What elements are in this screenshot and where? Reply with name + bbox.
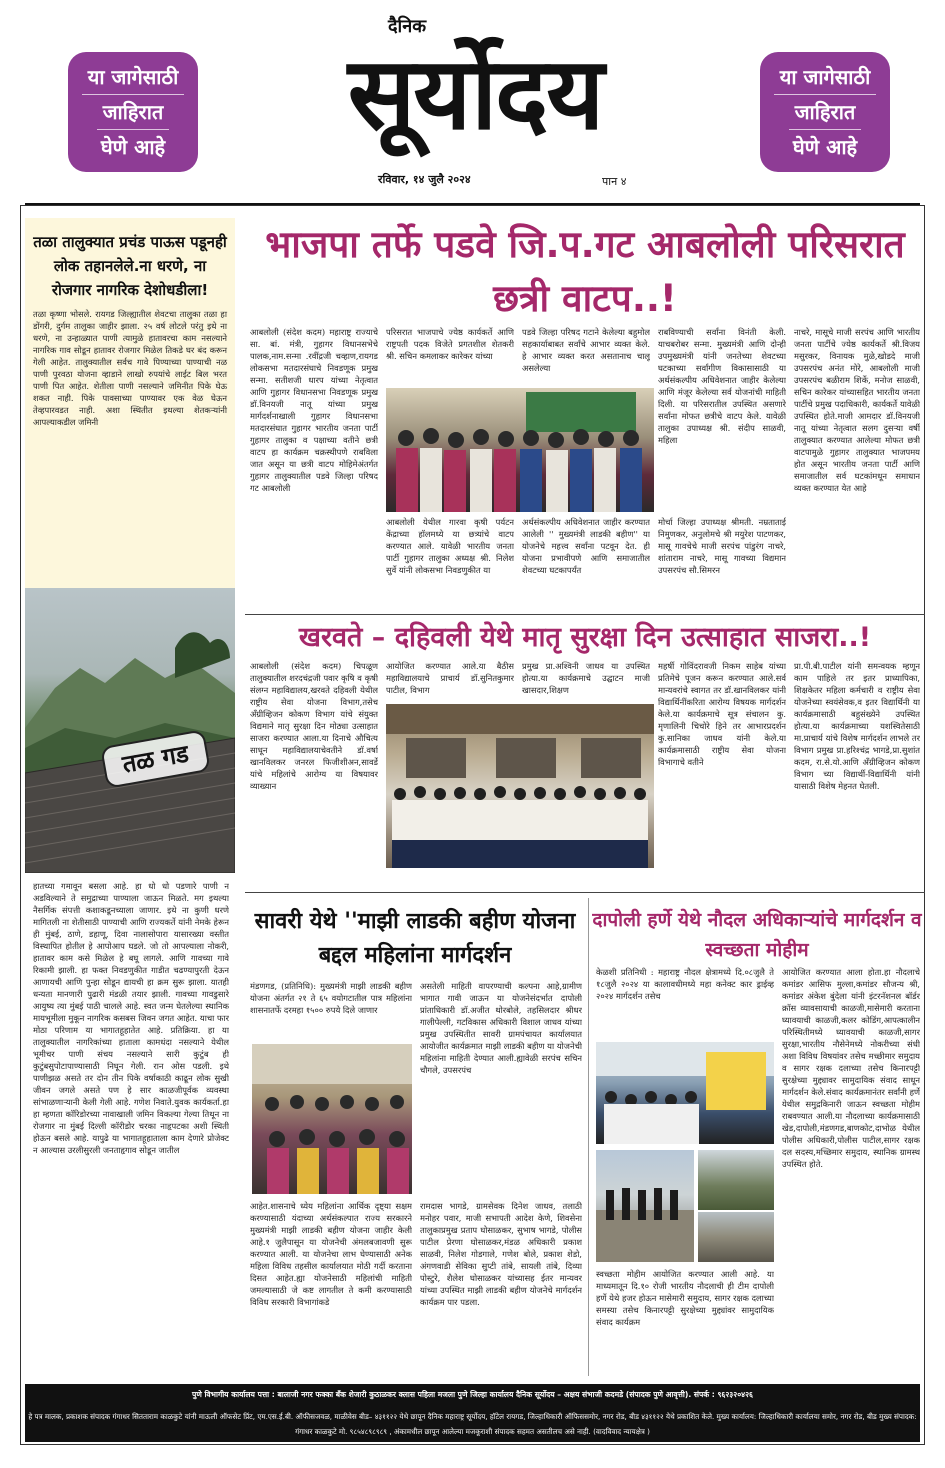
story1-col4: राबविण्याची सर्वांना विनंती केली. याचबरोबर सन्मा. मुख्यमंत्री आणि दोन्ही उपमुख्यमंत्री यांनी जनतेच्या शेवटच्या घटकाच्या सर्वांगीण विकासासाठी या अर्थसंकल्पीय अधिवेशनात जाहीर केलेल्या आणि मंजूर केलेल्या सर्व योजनांची माहिती दिली. या परिसरातील उपस्थित असणारे सर्वांना मोफत छत्रीचे वाटप केले. यावेळी तालुका उपाध्यक्ष श्री. संदीप साळवी, महिला	[658, 327, 786, 445]
group-photo-image	[386, 388, 654, 512]
story1-under-photo-2: अर्थसंकल्पीय अधिवेशनात जाहीर करण्यात आलेली '' मुख्यमंत्री लाडकी बहीण'' या योजनेचे महत्त्व सर्वांना पटवून देत. ही योजना प्रभावीपणे आणि समाजातील शेवटच्या घटकापर्यंत	[522, 517, 650, 575]
divider	[245, 892, 925, 893]
story2-headline: खरवते – दहिवली येथे मातृ सुरक्षा दिन उत्साहात साजरा..!	[298, 622, 872, 653]
ad-box-right	[760, 52, 890, 172]
top-rule	[25, 203, 920, 205]
story4-photo-cleanup-3	[698, 1212, 774, 1262]
story1-col3: पडवे जिल्हा परिषद गटाने केलेल्या बहुमोल सहकार्याबाबत सर्वांचे आभार व्यक्त केले. हे आभार व्यक्त करत असतानाच चालू असलेल्या	[522, 327, 650, 373]
story3-bottom2: रामदास भागडे, ग्रामसेवक दिनेश जाधव, तलाठी मनोहर पवार, माजी सभापती आदेश केणे, शिवसेना तालुकाप्रमुख प्रताप घोसाळकर, सुभाष भागडे, पोलीस पाटील प्रेरणा घोसाळकर,मंडळ अधिकारी प्रकाश साळवी, निलेश गोडगाले, गणेश बोले, प्रकाश शेडो, अंगणवाडी सेविका सुप्टी तांबे, सायली तांबे, दिव्या पोस्टुरे, शैलेश घोसाळकर यांच्यासह ईतर मान्यवर यांच्या उपस्थित माझी लाडकी बहीण योजनेचे मार्गदर्शन कार्यक्रम पार पडला.	[420, 1201, 582, 1307]
sidebar-body-top: तळा कृष्णा भोसले. रायगड जिल्ह्यातील शेवटचा तालुका तळा हा डोंगरी, दुर्गम तालुका जाहीर झाला. २५ वर्ष लोटले परंतु इथे ना धरणे, ना उन्हाळ्यात पाणी त्यामुळे हातावरचा काम नसल्याने नागरिक गाव सोडून हातावर रोजगार मिळेल तिकडे घर बंद करून गेली आहेत. तालुक्यातील सर्वच गावे पिण्याच्या पाण्याची नळ पाणी पुरवठा योजना व्हाडाने लाखो रुपयांचे लाईट बिल भरत पाणी पित आहेत. शेतीला पाणी नसल्याने जमिनीत पिके घेऊ शकत नाही. पिके पावसाच्या पाण्यावर एक वेळ घेऊन तेव्हपारवडत नाही. अशा स्थितीत इथल्या शेतकऱ्यांनी आपल्याकडील जमिनी	[33, 309, 227, 427]
story2-spacer	[386, 872, 654, 886]
story4-photo-cleanup-1	[596, 1150, 694, 1262]
story4-photo-navy-session	[596, 1042, 774, 1144]
story2-col1: आबलोली (संदेश कदम) चिपळूण तालुक्यातील शरदचंद्रजी पवार कृषि व कृषी संलग्न महाविद्यालय,खरवते दहिवली येथील राष्ट्रीय सेवा योजना विभाग,तसेच अँग्रीव्हिजन कोकण विभाग यांचे संयुक्त विद्यमाने मातृ सुरक्षा दिन मोठ्या उत्साहात साजरा करण्यात आला.या दिनाचे औचित्य साधून महाविद्यालयाचेवतीने डॉ.वर्षा खानविलकर जनरल फिजीशीअन,सावर्डे यांचे महिलांचे आरोग्य या विषयावर व्याख्यान	[250, 661, 378, 791]
ad-line: घेणे आहे	[100, 135, 166, 159]
ad-line: जाहिरात	[97, 95, 170, 130]
ad-box-left	[68, 52, 198, 172]
page-number: पान ४	[602, 175, 627, 188]
sidebar-headline: तळा तालुक्यात प्रचंड पाऊस पडूनही लोक तहानलेले.ना धरणे, ना रोजगार नागरिक देशोधडीला!	[33, 233, 227, 299]
issue-date: रविवार, १४ जुलै २०२४	[378, 173, 471, 186]
story3-col1: मंडणगड, (प्रतिनिधि): मुख्यमंत्री माझी लाडकी बहीण योजना अंतर्गत २१ ते ६५ वयोगटातील पात्र महिलांना शासनातर्फे दरमहा १५०० रुपये दिले जाणार	[250, 981, 412, 1015]
story3-bottom1: आहेत.शासनाचे ध्येय महिलांना आर्थिक दृष्ट्या सक्षम करण्यासाठी यंदाच्या अर्थसंकल्पात राज्य सरकारने मुख्यमंत्री माझी लाडकी बहीण योजना जाहीर केली आहे.१ जुलैपासून या योजनेची अंमलबजावणी सुरू करण्यात आली. या योजनेचा लाभ घेण्यासाठी अनेक महिला विविध तहसील कार्यालयात मोठी गर्दी करताना दिसत आहेत.ह्या योजनेसाठी महिलांची माहिती जमल्यासाठी जे कष्ट लागतील ते कमी करण्यासाठी विविध सरकारी विभागांकडे	[250, 1201, 412, 1307]
story2-col4: महर्षी गोविंदरावजी निकम साहेब यांच्या प्रतिमेचे पूजन करून करण्यात आले.सर्व मान्यवरांचे स्वागत तर डॉ.खानविलकर यांनी विद्यार्थिनींकरिता आरोग्य विषयक मार्गदर्शन केले.या कार्यक्रमाचे सूत्र संचालन कु. मृणालिनी चिचोरे हिने तर आभारप्रदर्शन कु.सानिका जाधव यांनी केले.या कार्यक्रमासाठी राष्ट्रीय सेवा योजना विभागाचे वतीने	[658, 661, 786, 767]
sidebar-body-bottom: हातच्या गमावून बसला आहे. हा धो धो पडणारे पाणी न अडविल्याने ते समुद्राच्या पाण्याला जाऊन मिळते. मग इथल्या नैसर्गिक संपत्ती कशाकडूनच्याला जाणार. इथे ना कुणी धरणे मागितली ना शेतीसाठी पाण्याची आणि राज्यकर्ते यांनी नेमके हेरून ही मुंबई, ठाणे, डहाणू, दिवा नालासोपारा यासारख्या वस्तीत विस्थापित होतील हे आपोआप घडले. जो तो आपल्याला नोकरी, हातावर काम कसे मिळेल हे बघू लागले. आणि गावच्या गावे रिकामी झाली. हा फक्त निवडणुकीत गाडीत चढण्यापुरती देऊन आणायची आणि पुन्हा सोडून द्यायची हा क्रम सुरू झाला. यातही धन्यता मानणारी पुढारी मंडळी तयार झाली. गावच्या गावडुसारे आयुष्य त्या मुंबई पाठी चालले आहे. स्वत जन्म घेतलेल्या स्थानिक मायभूमीला मुकून नागरिक कसबस जिवन जगत आहेत. याचा फार मोठा परिणाम या भागातहूहातेत आहे. प्रतिक्रिया. हा या तालुक्यातील नागरिकांच्या हाताला कामधंदा नसल्याने येथील भूमीचर पाणी संचय नसल्याने सारी कुटुंब ही कुटुंबसुपोटापाण्यासाठी निघून गेली. रान ओस पडली. इथे पाणीझळ असते तर दोन तीन पिके वर्षाकाठी काढून लोक सुखी जीवन जगले असते पण हे सार काळजीपूर्वक व्यवस्था सांभाळणाऱ्यानी केली गेली आहे. गणेश निवाते.युवक कार्यकर्ता.हा हा म्हणता कॉरिडोरच्या नावाखाली जमिन विकल्या गेल्या तिथून ना रोजगार ना मुंबई दिल्ली कॉरीडोर चरका नाहृपटका अशी स्थिती होऊन बसले आहे. यापुढे या भागातहूहाताला काम देणारे प्रोजेक्ट न आल्यास उरलीसुरली जनताहृगाव सोडून जातील	[33, 881, 229, 1155]
footer-office-address: पुणे विभागीय कार्यालय पत्ता : बालाजी नगर फक्का बँक शेजारी कुठाळकर क्लास पहिला मजला पुणे जिल्हा कार्यालय दैनिक सूर्योदय – अक्षय संभाजी कदमडे (संपादक पुणे आवृत्ती). संपर्क : ९६२३२०४२६	[25, 1384, 920, 1406]
ad-line: घेणे आहे	[792, 135, 858, 159]
beach-cleanup-image	[596, 1150, 694, 1262]
story4-headline: दापोली हर्णे येथे नौदल अधिकाऱ्यांचे मार्गदर्शन व स्वच्छता मोहीम	[592, 909, 922, 961]
fort-landscape-image	[25, 588, 235, 873]
story1-col1: आबलोली (संदेश कदम) महाराष्ट्र राज्याचे सा. बां. मंत्री, गुहागर विधानसभेचे पालक,नाम.सन्मा .रवींद्रजी चव्हाण,रायगड लोकसभा मतदारसंघाचे निवडणूक प्रमुख सन्मा. सतीशजी धारप यांच्या नेतृत्वात आणि गुहागर विधानसभा निवडणूक प्रमुख डॉ.विनयजी नातू यांच्या प्रमुख मार्गदर्शनाखाली गुहागर विधानसभा मतदारसंघात गुहागर भारतीय जनता पार्टी गुहागर तालुका व पक्षाच्या वतीने छत्री वाटप हा कार्यक्रम चक्रस्थीपणे राबविला जात असून या छत्री वाटप मोहिमेअंतर्गत गुहागर तालुक्यातील पडवे जिल्हा परिषद गट आबलोली	[250, 327, 378, 493]
women-meeting-image	[252, 1044, 412, 1194]
story2-photo-students	[386, 704, 654, 868]
ad-line: जाहिरात	[789, 95, 862, 130]
masthead-title: सूर्योदय	[347, 34, 603, 152]
story1-headline: भाजपा तर्फे पडवे जि.प.गट आबलोली परिसरात छत्री वाटप..!	[265, 223, 905, 320]
students-group-image	[386, 704, 654, 868]
story4-bottom: स्वच्छता मोहीम आयोजित करण्यात आली आहे. या माध्यमातून दि.१० रोजी भारतीय नौदलाची ही टीम दापोली हर्णे येथे हजर होऊन मासेमारी समुदाय, सागर रक्षक दलाच्या समस्या तसेच किनारपट्टी सुरक्षेच्या मुद्द्यांवर सामुदायिक संवाद कार्यक्रम	[596, 1269, 774, 1327]
story2-col2: आयोजित करण्यात आले.या बैठीस महाविद्यालयाचे प्राचार्य डॉ.सुनितकुमार पाटील, विभाग	[386, 661, 514, 695]
ad-line: या जागेसाठी	[82, 60, 185, 95]
story1-col5: नाचरे, मासूचे माजी सरपंच आणि भारतीय जनता पार्टीचे ज्येष्ठ कार्यकर्ते श्री.विजय मसुरकर, विनायक मुळे,खोडदे माजी उपसरपंच अनंत मोरे, आबलोली माजी उपसरपंच बळीराम शिर्के, मनोज साळवी, सचिन कारेकर यांच्यासहित भारतीय जनता पार्टीचे प्रमुख पदाधिकारी, कार्यकर्ते यावेळी उपस्थित होते.माजी आमदार डॉ.विनयजी नातू यांच्या नेतृत्वात सलग दुसऱ्या वर्षी तालुक्यात करण्यात आलेल्या मोफत छत्री वाटपामुळे गुहागर तालुक्यात भाजपमय होत असून भारतीय जनता पार्टी आणि समाजातील सर्व घटकांमधून समाधान व्यक्त करण्यात येत आहे	[794, 327, 920, 493]
sidebar-story	[25, 218, 235, 873]
story1-photo-umbrella-distribution	[386, 388, 654, 512]
navy-session-image	[596, 1042, 774, 1144]
divider	[245, 614, 925, 615]
story1-under-photo-3: मोर्चा जिल्हा उपाध्यक्ष श्रीमती. नम्रताताई निमुणकर, अनुलोमचे श्री मयुरेश पाटणकर, मासू गावचेचे माजी सरपंच पांडुरंग नाचरे, शांताराम नाचरे, मासू गावच्या विद्यमान उपसरपंच सौ.सिमरन	[658, 517, 786, 575]
ad-line: या जागेसाठी	[774, 60, 877, 95]
sidebar-photo	[25, 588, 235, 873]
story3-photo-meeting	[252, 1044, 412, 1194]
story3-col2: असतेली माहिती वापरण्याची कल्पना आहे,ग्रामीण भागात गावी जाऊन या योजनेसंदर्भात दापोली प्रांताधिकारी डॉ.अजीत थोरबोले, तहसिलदार श्रीधर गालीपेल्ली, गटविकास अधिकारी विशाल जाधव यांच्या प्रमुख उपस्थितीत सावरी ग्रामपंचायत कार्यालयात आयोजीत कार्यक्रमात माझी लाडकी बहीण या योजनेची महिलांना माहिती देण्यात आली.ह्यावेळी सरपंच सचिन चौगले, उपसरपंच	[420, 981, 582, 1075]
story4-photo-cleanup-2	[698, 1150, 774, 1210]
story1-under-photo-1: आबलोली येथील गारवा कृषी पर्यटन केंद्राच्या हॉलमध्ये या छत्र्यांचे वाटप करण्यात आले. यावेळी भारतीय जनता पार्टी गुहागर तालुका अध्यक्ष श्री. निलेश सुर्वे यांनी लोकसभा निवडणुकीत या	[386, 517, 514, 575]
story4-col2: आयोजित करण्यात आला होता.हा नौदलाचे कमांडर आसिफ मुल्ला,कमांडर सौजन्य श्री, कमांडर अंकेश बुंदेला यांनी इंटरनॅशनल बॉर्डर क्रॉस व्यावसायाची काळजी,मासेमारी करताना घ्यावयाची काळजी,कलर कोडिंग,आपत्कालीन परिस्थितीमध्ये घ्यावयाची काळजी,सागर सुरक्षा,भारतीय नौसेनेमध्ये नोकरीच्या संधी अशा विविध विषयांवर तसेच मच्छीमार समुदाय व सागर रक्षक दलाच्या तसेच किनारपट्टी सुरक्षेच्या मुद्द्यावर सामुदायिक संवाद साधून मार्गदर्शन केले.संवाद कार्यक्रमानंतर सर्वांनी हर्णे येथील समुद्रकिनारी जाऊन स्वच्छता मोहीम राबवण्यात आली.या नौदलाच्या कार्यक्रमासाठी खेड,दापोली,मंडणगड,बाणकोट,दाभोळ येथील पोलीस अधिकारी,पोलीस पाटील,सागर रक्षक दल सदस्य,मच्छिमार समुदाय, स्थानिक ग्रामस्थ उपस्थित होते.	[782, 967, 920, 1169]
column-divider	[588, 898, 589, 1376]
story1-col2: परिसरात भाजपाचे ज्येष्ठ कार्यकर्ते आणि राष्ट्रपती पदक विजेते प्रगतशील शेतकरी श्री. सचिन कमलाकर कारेकर यांच्या	[386, 327, 514, 361]
story3-headline: सावरी येथे ''माझी लाडकी बहीण योजना बद्दल महिलांना मार्गदर्शन	[254, 909, 576, 968]
story2-col5: प्रा.पी.बी.पाटील यांनी समन्वयक म्हणून काम पाहिले तर इतर प्राध्यापिका, शिक्षकेतर महिला कर्मचारी व राष्ट्रीय सेवा योजनेच्या स्वयंसेवक,व इतर विद्यार्थिनी या कार्यक्रमासाठी बहुसंख्येने उपस्थित होत्या.या कार्यक्रमाच्या यशस्वितेसाठी मा.प्राचार्य यांचे विशेष मार्गदर्शन लाभले तर विभाग प्रमुख प्रा.हरिश्चंद्र भागडे,प्रा.सुशांत कदम, रा.से.यो.आणि अँग्रीव्हिजन कोकण विभाग च्या विद्यार्थी-विद्यार्थिनी यांनी यासाठी विशेष मेहनत घेतली.	[794, 661, 920, 791]
photo-caption-stamp: तळ गड	[100, 729, 211, 789]
masthead-prefix: दैनिक	[388, 16, 427, 37]
story2-col3: प्रमुख प्रा.अश्विनी जाधव या उपस्थित होत्या.या कार्यक्रमाचे उद्घाटन माजी खासदार,शिक्षण	[522, 661, 650, 695]
story4-col1: केळशी प्रतिनिधी : महाराष्ट्र नौदल क्षेत्रामध्ये दि.०८जुलै ते १८जुलै २०२४ या कालावधीमध्ये महा कनेक्ट कार ड्राईव्ह २०२४ मार्गदर्शन तसेच	[596, 967, 774, 1001]
footer-imprint: हे पत्र मालक, प्रकाशक संपादक गंगाधर सितताराम काळकुटे यांनी माऊली ऑफसेट प्रिंट, एम.एस.ई.बी. ऑफीसजवळ, माळीवेस बीड– ४३११२२ येथे छापून दैनिक महाराष्ट्र सूर्योदय, हॉटेल रायगड, जिल्हाधिकारी ऑफिससमोर, नगर रोड, बीड ४३११२२ येथे प्रकाशित केले. मुख्य कार्यालय: जिल्हाधिकारी कार्यालया समोर, नगर रोड, बीड मुख्य संपादक: गंगाधर काळकुटे मो. ९८५४८९८९८९ , अंकामधील छापून आलेल्या मजकूराशी संपादक सहमत असतीलच असे नाही. (वादविवाद न्यायक्षेत्र )	[25, 1406, 920, 1442]
